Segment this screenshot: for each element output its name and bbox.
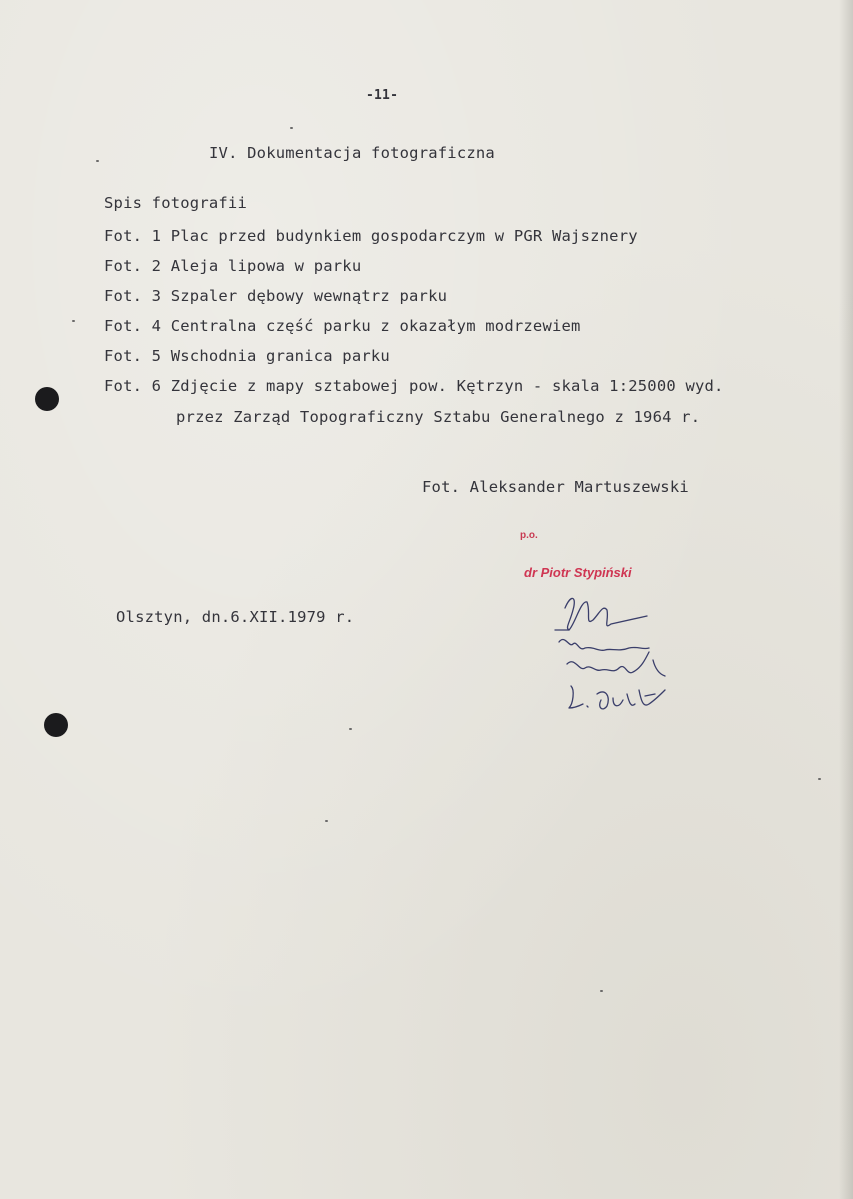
paper-speck xyxy=(290,127,293,129)
list-title: Spis fotografii xyxy=(104,194,247,212)
place-date: Olsztyn, dn.6.XII.1979 r. xyxy=(116,608,355,626)
punch-hole xyxy=(35,387,59,411)
paper-speck xyxy=(96,160,99,162)
paper-speck xyxy=(325,820,328,822)
photo-list-item: Fot. 3 Szpaler dębowy wewnątrz parku xyxy=(104,287,448,305)
paper-speck xyxy=(600,990,603,992)
photo-list-item: Fot. 1 Plac przed budynkiem gospodarczym w PGR Wajsznery xyxy=(104,227,638,245)
page-number: -11- xyxy=(366,88,399,103)
stamp-name: dr Piotr Stypiński xyxy=(524,565,632,580)
paper-speck xyxy=(818,778,821,780)
punch-hole xyxy=(44,713,68,737)
photo-list-item: Fot. 2 Aleja lipowa w parku xyxy=(104,257,362,275)
stamp-prefix: p.o. xyxy=(520,530,538,541)
page-edge-shadow xyxy=(839,0,853,1199)
photo-list-item: Fot. 5 Wschodnia granica parku xyxy=(104,347,390,365)
photo-list-item: Fot. 6 Zdjęcie z mapy sztabowej pow. Kętrzyn - skala 1:25000 wyd. xyxy=(104,377,724,395)
handwritten-signatures xyxy=(545,590,695,730)
paper-speck xyxy=(72,320,75,322)
section-heading: IV. Dokumentacja fotograficzna xyxy=(209,144,495,162)
paper-speck xyxy=(349,728,352,730)
photo-credit: Fot. Aleksander Martuszewski xyxy=(422,478,689,496)
photo-list-item: Fot. 4 Centralna część parku z okazałym modrzewiem xyxy=(104,317,581,335)
photo-list-item-continuation: przez Zarząd Topograficzny Sztabu Generalnego z 1964 r. xyxy=(176,408,701,426)
